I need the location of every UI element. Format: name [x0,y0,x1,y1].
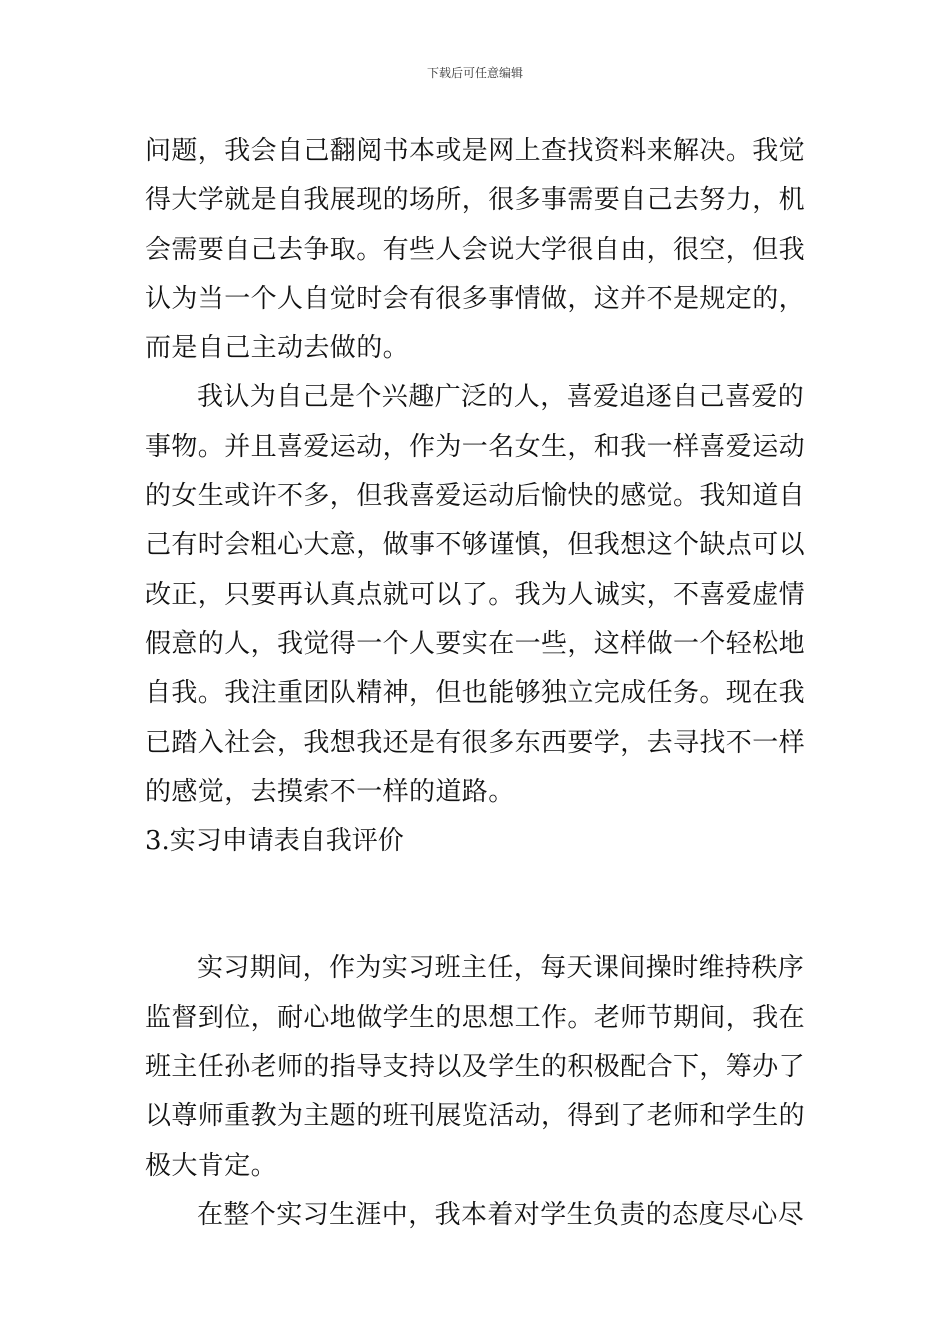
paragraph-4 [145,1191,815,1240]
text-line: 而是自己主动去做的。 [145,333,410,364]
text-line: 改正，只要再认真点就可以了。我为人诚实，不喜爱虚情 [145,579,806,610]
paragraph-2 [145,373,815,817]
paragraph-1 [145,127,815,373]
text-line: 得大学就是自我展现的场所，很多事需要自己去努力，机 [145,185,806,216]
text-line: 已踏入社会，我想我还是有很多东西要学，去寻找不一样 [145,727,806,758]
text-line: 的感觉，去摸索不一样的道路。 [145,776,515,807]
text-line: 己有时会粗心大意，做事不够谨慎，但我想这个缺点可以 [145,530,806,561]
text-line: 事物。并且喜爱运动，作为一名女生，和我一样喜爱运动 [145,431,806,462]
document-body [145,127,815,1240]
text-line: 自我。我注重团队精神，但也能够独立完成任务。现在我 [145,678,806,709]
text-line: 极大肯定。 [145,1150,278,1181]
text-line: 以尊师重教为主题的班刊展览活动，得到了老师和学生的 [145,1101,806,1132]
text-line: 问题，我会自己翻阅书本或是网上查找资料来解决。我觉 [145,136,806,166]
blank-space [145,866,815,944]
text-line: 在整个实习生涯中，我本着对学生负责的态度尽心尽 [197,1199,805,1230]
text-line: 认为当一个人自觉时会有很多事情做，这并不是规定的， [145,283,806,314]
page-header: 下载后可任意编辑 [426,66,523,80]
text-line: 监督到位，耐心地做学生的思想工作。老师节期间，我在 [145,1002,806,1033]
paragraph-3 [145,944,815,1190]
text-line: 会需要自己去争取。有些人会说大学很自由，很空，但我 [145,234,806,265]
text-line: 假意的人，我觉得一个人要实在一些，这样做一个轻松地 [145,628,806,659]
text-line: 我认为自己是个兴趣广泛的人，喜爱追逐自己喜爱的 [197,382,805,413]
section-heading: 3.实习申请表自我评价 [145,826,404,857]
text-line: 的女生或许不多，但我喜爱运动后愉快的感觉。我知道自 [145,481,806,512]
text-line: 班主任孙老师的指导支持以及学生的积极配合下，筹办了 [145,1052,806,1083]
text-line: 实习期间，作为实习班主任，每天课间操时维持秩序 [197,953,805,984]
